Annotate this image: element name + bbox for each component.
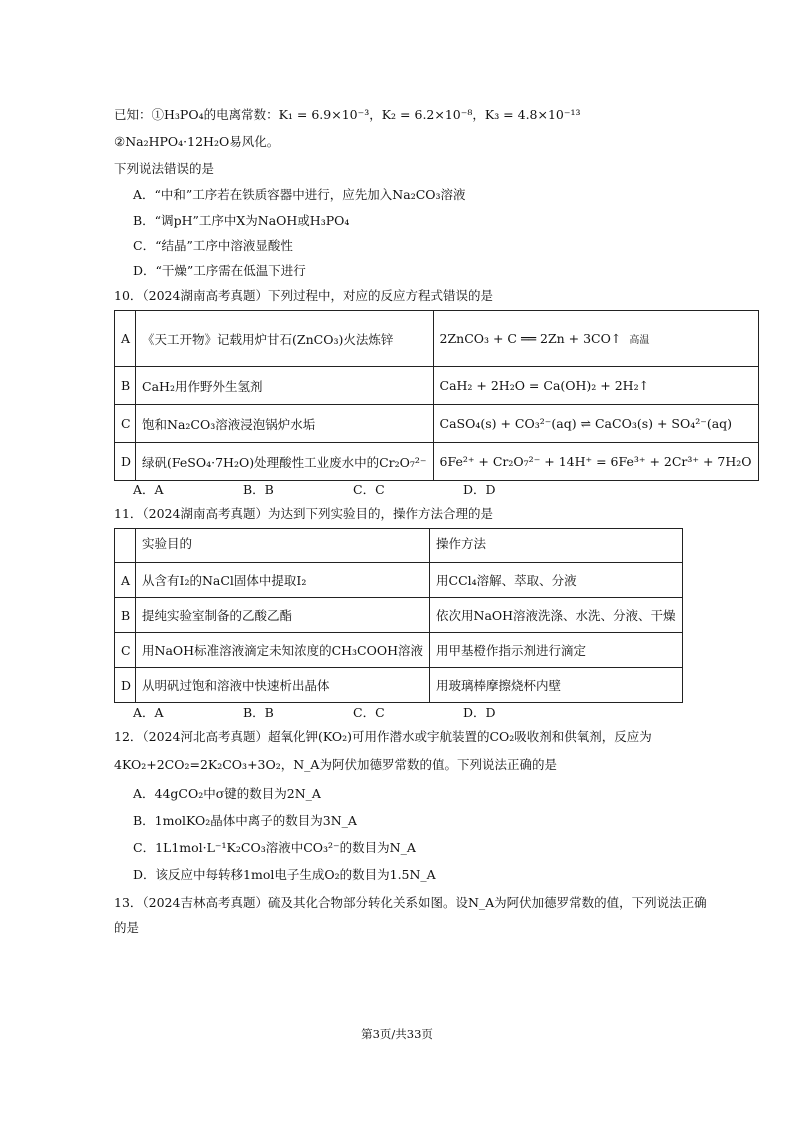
table-row: [115, 668, 683, 703]
option-b: B．“调pH”工序中X为NaOH或H₃PO₄: [133, 213, 350, 228]
q13-stem-line1: 13．（2024吉林高考真题）硫及其化合物部分转化关系如图。设N_A为阿伏加德罗常数的值，下列说法正确: [114, 895, 707, 910]
q10-stem: 10．（2024湖南高考真题）下列过程中，对应的反应方程式错误的是: [114, 288, 493, 303]
q10-choices: [133, 482, 496, 498]
row-key: D: [115, 668, 136, 703]
row-equation: CaH₂ + 2H₂O = Ca(OH)₂ + 2H₂↑: [433, 367, 758, 405]
row-key: B: [115, 598, 136, 633]
table-row: [115, 405, 759, 443]
row-key: A: [115, 311, 136, 367]
row-method: 用甲基橙作指示剂进行滴定: [430, 633, 683, 668]
q10-table: [114, 310, 759, 481]
choice-c: C．C: [353, 705, 385, 720]
row-key: C: [115, 405, 136, 443]
q12-option-a: A．44gCO₂中σ键的数目为2N_A: [133, 786, 321, 801]
table-row: [115, 598, 683, 633]
page-footer: 第3页/共33页: [361, 1027, 433, 1041]
reaction-condition: 高温: [629, 335, 650, 346]
choice-b: B．B: [243, 705, 274, 720]
row-purpose: 从明矾过饱和溶液中快速析出晶体: [136, 668, 430, 703]
q11-table: [114, 528, 683, 703]
table-row: [115, 563, 683, 598]
row-key: A: [115, 563, 136, 598]
given-weathering: ②Na₂HPO₄·12H₂O易风化。: [114, 134, 280, 149]
row-description: 《天工开物》记载用炉甘石(ZnCO₃)火法炼锌: [136, 311, 433, 367]
choice-a: A．A: [133, 482, 164, 497]
table-row: [115, 367, 759, 405]
row-equation: [433, 311, 758, 367]
choice-b: B．B: [243, 482, 274, 497]
q13-stem-line2: 的是: [114, 920, 140, 935]
question-prompt: 下列说法错误的是: [114, 161, 215, 176]
row-key: D: [115, 443, 136, 481]
row-purpose: 提纯实验室制备的乙酸乙酯: [136, 598, 430, 633]
table-row: [115, 311, 759, 367]
header-method: 操作方法: [430, 529, 683, 563]
row-description: CaH₂用作野外生氢剂: [136, 367, 433, 405]
option-c: C．“结晶”工序中溶液显酸性: [133, 238, 293, 253]
q11-stem: 11．（2024湖南高考真题）为达到下列实验目的，操作方法合理的是: [114, 506, 493, 521]
option-a: A．“中和”工序若在铁质容器中进行，应先加入Na₂CO₃溶液: [133, 187, 466, 202]
q12-option-c: C．1L1mol·L⁻¹K₂CO₃溶液中CO₃²⁻的数目为N_A: [133, 840, 416, 855]
choice-d: D．D: [463, 705, 496, 720]
row-method: 用玻璃棒摩擦烧杯内壁: [430, 668, 683, 703]
row-description: 饱和Na₂CO₃溶液浸泡锅炉水垢: [136, 405, 433, 443]
given-ionization-constants: 已知：①H₃PO₄的电离常数：K₁ = 6.9×10⁻³，K₂ = 6.2×10⁻⁸，K₃ = 4.8×10⁻¹³: [114, 107, 581, 122]
table-row: [115, 443, 759, 481]
equation-text: 2ZnCO₃ + C ══ 2Zn + 3CO↑: [439, 331, 622, 346]
q12-stem-line2: 4KO₂+2CO₂=2K₂CO₃+3O₂，N_A为阿伏加德罗常数的值。下列说法正确的是: [114, 757, 557, 772]
choice-a: A．A: [133, 705, 164, 720]
row-purpose: 用NaOH标准溶液滴定未知浓度的CH₃COOH溶液: [136, 633, 430, 668]
choice-d: D．D: [463, 482, 496, 497]
row-purpose: 从含有I₂的NaCl固体中提取I₂: [136, 563, 430, 598]
row-key: C: [115, 633, 136, 668]
row-method: 依次用NaOH溶液洗涤、水洗、分液、干燥: [430, 598, 683, 633]
row-description: 绿矾(FeSO₄·7H₂O)处理酸性工业废水中的Cr₂O₇²⁻: [136, 443, 433, 481]
row-equation: CaSO₄(s) + CO₃²⁻(aq) ⇌ CaCO₃(s) + SO₄²⁻(aq): [433, 405, 758, 443]
table-row: [115, 633, 683, 668]
row-equation: 6Fe²⁺ + Cr₂O₇²⁻ + 14H⁺ = 6Fe³⁺ + 2Cr³⁺ + 7H₂O: [433, 443, 758, 481]
header-purpose: 实验目的: [136, 529, 430, 563]
q12-option-b: B．1molKO₂晶体中离子的数目为3N_A: [133, 813, 357, 828]
row-key: B: [115, 367, 136, 405]
table-header-row: [115, 529, 683, 563]
row-method: 用CCl₄溶解、萃取、分液: [430, 563, 683, 598]
option-d: D．“干燥”工序需在低温下进行: [133, 263, 306, 278]
q12-option-d: D．该反应中每转移1mol电子生成O₂的数目为1.5N_A: [133, 867, 436, 882]
choice-c: C．C: [353, 482, 385, 497]
q11-choices: [133, 705, 496, 721]
q12-stem-line1: 12．（2024河北高考真题）超氧化钾(KO₂)可用作潜水或宇航装置的CO₂吸收剂和供氧剂，反应为: [114, 729, 652, 744]
